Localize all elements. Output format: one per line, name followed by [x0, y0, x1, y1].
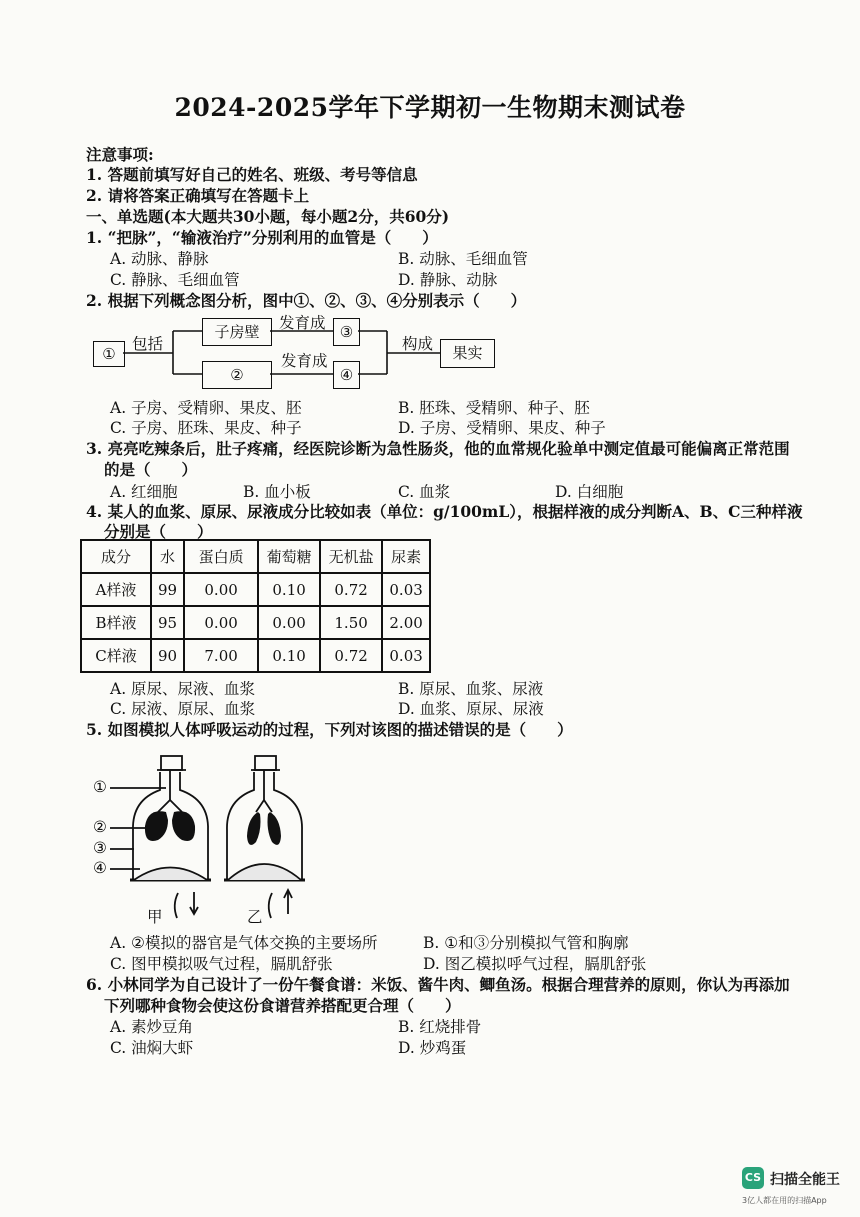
option-c: C. 图甲模拟吸气过程，膈肌舒张	[110, 955, 333, 973]
option-b: B. 原尿、血浆、尿液	[398, 680, 544, 698]
option-b: B. 胚珠、受精卵、种子、胚	[398, 399, 590, 417]
option-d: D. 图乙模拟呼气过程，膈肌舒张	[423, 955, 647, 973]
concept-node-1: ①	[93, 341, 125, 367]
table-cell: C样液	[81, 639, 151, 672]
table-cell: 0.10	[258, 573, 320, 606]
marker-1: ①	[93, 778, 107, 796]
option-d: D. 血浆、原尿、尿液	[398, 700, 544, 718]
option-c: C. 油焖大虾	[110, 1039, 194, 1057]
table-cell: 0.72	[320, 639, 382, 672]
table-cell: 0.10	[258, 639, 320, 672]
question-stem: 2. 根据下列概念图分析，图中①、②、③、④分别表示（ ）	[86, 291, 527, 310]
table-cell: 0.72	[320, 573, 382, 606]
develop-label: 发育成	[281, 352, 328, 370]
option-c: C. 静脉、毛细血管	[110, 271, 240, 289]
table-cell: 7.00	[184, 639, 258, 672]
concept-node-2: ②	[202, 361, 272, 389]
option-a: A. 素炒豆角	[110, 1018, 194, 1036]
right-lung-icon	[172, 811, 195, 841]
watermark-slogan: 3亿人都在用的扫描App	[742, 1196, 827, 1205]
develop-label: 发育成	[279, 314, 326, 332]
table-cell: 0.00	[184, 606, 258, 639]
ovary-wall-box: 子房壁	[202, 318, 272, 346]
table-cell: A样液	[81, 573, 151, 606]
marker-3: ③	[93, 839, 107, 857]
option-b: B. 红烧排骨	[398, 1018, 482, 1036]
table-cell: 0.03	[382, 573, 430, 606]
marker-4: ④	[93, 859, 107, 877]
table-cell: 0.00	[258, 606, 320, 639]
left-lung-icon	[145, 811, 168, 841]
section-heading: 一、单选题(本大题共30小题，每小题2分，共60分)	[86, 207, 450, 226]
question-stem-cont: 下列哪种食物会使这份食谱营养搭配更合理（ ）	[104, 996, 461, 1015]
table-cell: B样液	[81, 606, 151, 639]
table-cell: 0.00	[184, 573, 258, 606]
option-d: D. 子房、受精卵、果皮、种子	[398, 419, 606, 437]
note-item: 1. 答题前填写好自己的姓名、班级、考号等信息	[86, 165, 418, 184]
watermark-brand: 扫描全能王	[770, 1172, 840, 1188]
table-header: 尿素	[382, 540, 430, 573]
include-label: 包括	[132, 335, 164, 353]
fruit-box: 果实	[440, 339, 495, 368]
question-stem: 4. 某人的血浆、原尿、尿液成分比较如表（单位：g/100mL），根据样液的成分判断A、B、C三种样液	[86, 502, 803, 521]
question-stem: 6. 小林同学为自己设计了一份午餐食谱：米饭、酱牛肉、鲫鱼汤。根据合理营养的原则，你认为再添加	[86, 975, 790, 994]
table-header: 成分	[81, 540, 151, 573]
option-d: D. 白细胞	[555, 483, 624, 501]
form-label: 构成	[402, 335, 434, 353]
concept-node-4: ④	[333, 361, 360, 389]
table-cell: 0.03	[382, 639, 430, 672]
question-stem-cont: 分别是（ ）	[104, 522, 213, 541]
stopper-icon	[161, 756, 182, 770]
question-stem-cont: 的是（ ）	[104, 460, 198, 479]
option-a: A. 原尿、尿液、血浆	[110, 680, 256, 698]
option-a: A. 红细胞	[110, 483, 178, 501]
option-c: C. 尿液、原尿、血浆	[110, 700, 256, 718]
table-cell: 1.50	[320, 606, 382, 639]
option-c: C. 子房、胚珠、果皮、种子	[110, 419, 302, 437]
table-header: 蛋白质	[184, 540, 258, 573]
question-stem: 3. 亮亮吃辣条后，肚子疼痛，经医院诊断为急性肠炎，他的血常规化验单中测定值最可能偏离正常范围	[86, 439, 790, 458]
table-cell: 95	[151, 606, 184, 639]
table-cell: 90	[151, 639, 184, 672]
camscanner-logo: CS	[742, 1167, 764, 1189]
table-header: 水	[151, 540, 184, 573]
option-d: D. 静脉、动脉	[398, 271, 498, 289]
notes-heading: 注意事项:	[86, 145, 154, 164]
table-cell: 2.00	[382, 606, 430, 639]
marker-2: ②	[93, 818, 107, 836]
option-b: B. 动脉、毛细血管	[398, 250, 528, 268]
option-a: A. 动脉、静脉	[110, 250, 209, 268]
option-a: A. ②模拟的器官是气体交换的主要场所	[110, 934, 378, 952]
table-cell: 99	[151, 573, 184, 606]
question-stem: 5. 如图模拟人体呼吸运动的过程，下列对该图的描述错误的是（ ）	[86, 720, 573, 739]
option-c: C. 血浆	[398, 483, 451, 501]
concept-node-3: ③	[333, 318, 360, 346]
figure-jia-label: 甲	[147, 908, 163, 926]
question-stem: 1. “把脉”，“输液治疗”分别利用的血管是（ ）	[86, 228, 438, 247]
option-b: B. ①和③分别模拟气管和胸廓	[423, 934, 629, 952]
note-item: 2. 请将答案正确填写在答题卡上	[86, 186, 310, 205]
option-a: A. 子房、受精卵、果皮、胚	[110, 399, 302, 417]
option-b: B. 血小板	[243, 483, 311, 501]
option-d: D. 炒鸡蛋	[398, 1039, 467, 1057]
page-title: 2024-2025学年下学期初一生物期末测试卷	[174, 93, 686, 122]
table-header: 葡萄糖	[258, 540, 320, 573]
figure-yi-label: 乙	[247, 908, 263, 926]
table-header: 无机盐	[320, 540, 382, 573]
